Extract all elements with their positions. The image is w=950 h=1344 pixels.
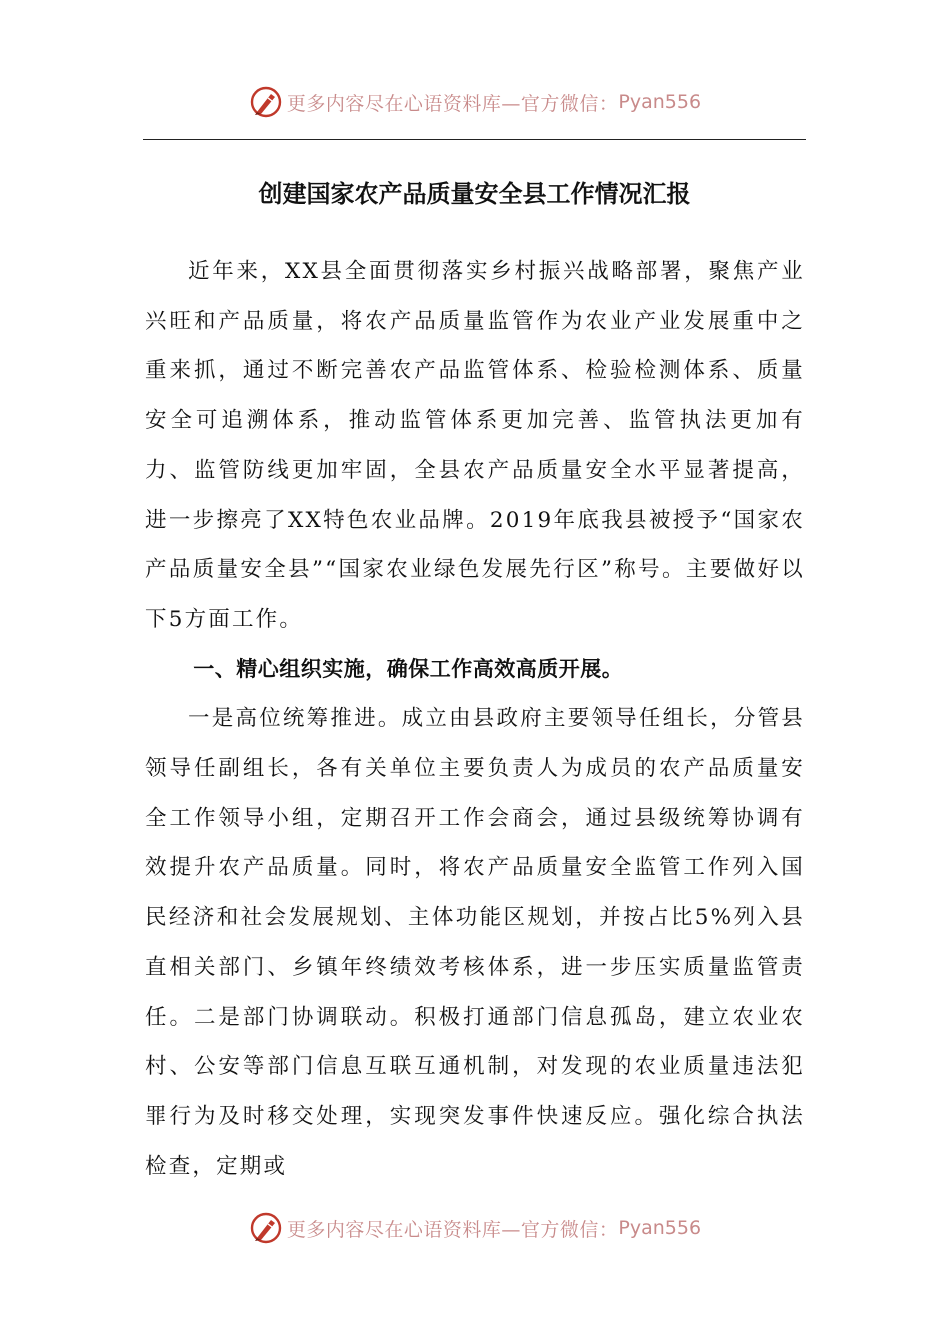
pen-logo-icon: [249, 1211, 283, 1245]
section-paragraph: 一是高位统筹推进。成立由县政府主要领导任组长，分管县领导任副组长，各有关单位主要负责人为成员的农产品质量安全工作领导小组，定期召开工作会商会，通过县级统筹协调有效提升农产品质量。同时，将农产品质量安全监管工作列入国民经济和社会发展规划、主体功能区规划，并按占比5%列入县直相关部门、乡镇年终绩效考核体系，进一步压实质量监管责任。二是部门协调联动。积极打通部门信息孤岛，建立农业农村、公安等部门信息互联互通机制，对发现的农业质量违法犯罪行为及时移交处理，实现突发事件快速反应。强化综合执法检查，定期或: [145, 706, 805, 1179]
header-divider: [143, 139, 806, 140]
header-banner: [0, 82, 950, 122]
document-body: [145, 247, 805, 1191]
banner-text: 更多内容尽在心语资料库—官方微信：: [286, 1218, 619, 1241]
intro-paragraph: 近年来，XX县全面贯彻落实乡村振兴战略部署，聚焦产业兴旺和产品质量，将农产品质量监管作为农业产业发展重中之重来抓，通过不断完善农产品监管体系、检验检测体系、质量安全可追溯体系，推动监管体系更加完善、监管执法更加有力、监管防线更加牢固，全县农产品质量安全水平显著提高，进一步擦亮了XX特色农业品牌。2019年底我县被授予“国家农产品质量安全县”“国家农业绿色发展先行区”称号。主要做好以下5方面工作。: [145, 259, 805, 632]
banner-text: 更多内容尽在心语资料库—官方微信：: [286, 92, 619, 115]
wechat-id: Pyan556: [618, 91, 702, 113]
footer-banner: [0, 1208, 950, 1248]
wechat-id: Pyan556: [618, 1217, 702, 1239]
pen-logo-icon: [249, 85, 283, 119]
section-heading: 一、精心组织实施，确保工作高效高质开展。: [193, 656, 624, 681]
document-title: 创建国家农产品质量安全县工作情况汇报: [258, 179, 691, 208]
